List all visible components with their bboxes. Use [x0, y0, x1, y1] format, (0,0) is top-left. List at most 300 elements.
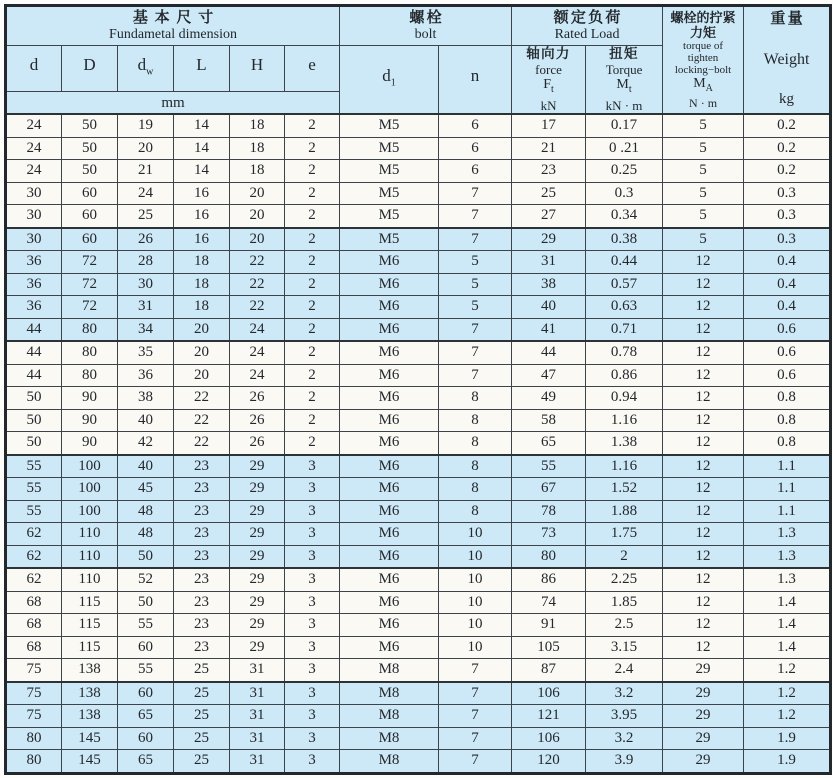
header-fundamental-dimension [6, 6, 340, 46]
cell-D: 110 [62, 568, 118, 591]
table-row [6, 478, 831, 501]
cell-torque-kNm: 0.63 [586, 296, 663, 319]
cell-dw: 60 [118, 636, 174, 659]
cell-weight-kg: 1.1 [744, 500, 831, 523]
cell-weight-kg: 0.6 [744, 341, 831, 364]
cell-H: 26 [230, 387, 285, 410]
cell-d: 30 [6, 228, 62, 251]
cell-force-kN: 86 [512, 568, 586, 591]
cell-H: 29 [230, 545, 285, 568]
cell-d1: M6 [340, 478, 439, 501]
cell-d1: M6 [340, 523, 439, 546]
cell-n: 8 [439, 432, 512, 455]
cell-n: 7 [439, 341, 512, 364]
cell-H: 29 [230, 636, 285, 659]
cell-L: 14 [174, 137, 230, 160]
cell-H: 29 [230, 568, 285, 591]
cell-weight-kg: 0.2 [744, 137, 831, 160]
cell-d: 50 [6, 387, 62, 410]
cell-dw: 19 [118, 114, 174, 137]
cell-force-kN: 65 [512, 432, 586, 455]
cell-d: 36 [6, 251, 62, 274]
header-col-D: D [62, 46, 118, 92]
cell-e: 2 [285, 251, 340, 274]
cell-weight-kg: 1.3 [744, 545, 831, 568]
cell-d: 55 [6, 455, 62, 478]
cell-dw: 48 [118, 500, 174, 523]
cell-locking-torque-Nm: 5 [663, 228, 744, 251]
cell-D: 80 [62, 318, 118, 341]
cell-D: 50 [62, 114, 118, 137]
cell-locking-torque-Nm: 12 [663, 614, 744, 637]
cell-L: 20 [174, 341, 230, 364]
table-row [6, 364, 831, 387]
cell-d: 80 [6, 750, 62, 774]
cell-locking-torque-Nm: 12 [663, 636, 744, 659]
cell-H: 31 [230, 682, 285, 705]
table-row [6, 705, 831, 728]
cell-d1: M6 [340, 387, 439, 410]
fundamental-dimension-zh: 基本尺寸 [132, 9, 220, 26]
cell-d1: M6 [340, 636, 439, 659]
cell-locking-torque-Nm: 12 [663, 478, 744, 501]
cell-e: 2 [285, 160, 340, 183]
cell-weight-kg: 0.6 [744, 318, 831, 341]
cell-e: 2 [285, 182, 340, 205]
header-col-axial-force [512, 46, 586, 115]
cell-n: 6 [439, 114, 512, 137]
table-row [6, 455, 831, 478]
cell-L: 25 [174, 659, 230, 682]
cell-d1: M6 [340, 296, 439, 319]
cell-n: 5 [439, 273, 512, 296]
force-symbol: $F_t$ [543, 77, 554, 95]
header-bolt [340, 6, 512, 46]
cell-H: 20 [230, 205, 285, 228]
cell-torque-kNm: 2.4 [586, 659, 663, 682]
cell-n: 7 [439, 659, 512, 682]
cell-d: 30 [6, 182, 62, 205]
spec-table [4, 4, 832, 775]
cell-H: 20 [230, 228, 285, 251]
cell-locking-torque-Nm: 12 [663, 341, 744, 364]
header-mm-unit: mm [6, 92, 340, 115]
cell-force-kN: 106 [512, 727, 586, 750]
bolt-zh: 螺栓 [409, 9, 444, 26]
cell-d1: M8 [340, 750, 439, 774]
cell-D: 115 [62, 636, 118, 659]
cell-H: 29 [230, 614, 285, 637]
cell-H: 29 [230, 523, 285, 546]
cell-d: 50 [6, 432, 62, 455]
cell-locking-torque-Nm: 5 [663, 160, 744, 183]
cell-H: 24 [230, 364, 285, 387]
cell-d: 36 [6, 296, 62, 319]
cell-e: 2 [285, 228, 340, 251]
cell-e: 3 [285, 523, 340, 546]
cell-L: 25 [174, 727, 230, 750]
cell-H: 29 [230, 591, 285, 614]
cell-d1: M6 [340, 568, 439, 591]
cell-torque-kNm: 1.16 [586, 455, 663, 478]
cell-e: 3 [285, 614, 340, 637]
cell-force-kN: 80 [512, 545, 586, 568]
cell-n: 10 [439, 523, 512, 546]
cell-force-kN: 31 [512, 251, 586, 274]
cell-dw: 20 [118, 137, 174, 160]
cell-e: 3 [285, 478, 340, 501]
cell-torque-kNm: 2 [586, 545, 663, 568]
cell-n: 7 [439, 364, 512, 387]
cell-torque-kNm: 1.88 [586, 500, 663, 523]
cell-weight-kg: 0.4 [744, 251, 831, 274]
cell-dw: 50 [118, 545, 174, 568]
cell-D: 145 [62, 727, 118, 750]
cell-weight-kg: 0.2 [744, 114, 831, 137]
cell-H: 22 [230, 273, 285, 296]
cell-n: 6 [439, 137, 512, 160]
cell-n: 10 [439, 636, 512, 659]
cell-torque-kNm: 1.85 [586, 591, 663, 614]
cell-e: 3 [285, 636, 340, 659]
cell-torque-kNm: 3.9 [586, 750, 663, 774]
cell-locking-torque-Nm: 12 [663, 318, 744, 341]
cell-dw: 28 [118, 251, 174, 274]
cell-weight-kg: 1.4 [744, 591, 831, 614]
cell-d1: M6 [340, 273, 439, 296]
cell-D: 100 [62, 500, 118, 523]
cell-dw: 38 [118, 387, 174, 410]
cell-force-kN: 91 [512, 614, 586, 637]
cell-d1: M6 [340, 500, 439, 523]
cell-torque-kNm: 1.38 [586, 432, 663, 455]
cell-weight-kg: 0.2 [744, 160, 831, 183]
locking-torque-unit: N · m [689, 96, 718, 111]
cell-d: 75 [6, 682, 62, 705]
header-weight [744, 6, 831, 115]
table-row [6, 659, 831, 682]
cell-dw: 60 [118, 727, 174, 750]
cell-locking-torque-Nm: 12 [663, 568, 744, 591]
table-body [6, 114, 831, 773]
cell-d1: M8 [340, 705, 439, 728]
cell-d: 68 [6, 636, 62, 659]
cell-d1: M5 [340, 182, 439, 205]
cell-n: 6 [439, 160, 512, 183]
table-row [6, 182, 831, 205]
header-col-d1: $d_1$ [340, 46, 439, 115]
cell-L: 22 [174, 387, 230, 410]
cell-torque-kNm: 0.44 [586, 251, 663, 274]
cell-force-kN: 78 [512, 500, 586, 523]
cell-weight-kg: 1.9 [744, 727, 831, 750]
cell-e: 3 [285, 500, 340, 523]
cell-L: 16 [174, 205, 230, 228]
cell-torque-kNm: 3.2 [586, 727, 663, 750]
table-row [6, 636, 831, 659]
cell-d: 75 [6, 659, 62, 682]
cell-H: 22 [230, 251, 285, 274]
torque-en: Torque [605, 62, 643, 78]
cell-n: 7 [439, 228, 512, 251]
cell-dw: 34 [118, 318, 174, 341]
cell-torque-kNm: 0.78 [586, 341, 663, 364]
cell-D: 90 [62, 387, 118, 410]
cell-force-kN: 25 [512, 182, 586, 205]
table-row [6, 137, 831, 160]
cell-L: 18 [174, 273, 230, 296]
cell-dw: 26 [118, 228, 174, 251]
cell-torque-kNm: 0 .21 [586, 137, 663, 160]
cell-dw: 31 [118, 296, 174, 319]
cell-L: 23 [174, 523, 230, 546]
table-row [6, 523, 831, 546]
cell-n: 7 [439, 205, 512, 228]
cell-weight-kg: 1.2 [744, 659, 831, 682]
header-group-row [6, 6, 831, 46]
cell-locking-torque-Nm: 29 [663, 682, 744, 705]
weight-unit: kg [779, 91, 795, 107]
cell-torque-kNm: 0.71 [586, 318, 663, 341]
cell-L: 14 [174, 160, 230, 183]
cell-e: 3 [285, 750, 340, 774]
cell-n: 8 [439, 387, 512, 410]
cell-locking-torque-Nm: 5 [663, 182, 744, 205]
cell-H: 26 [230, 409, 285, 432]
cell-torque-kNm: 0.86 [586, 364, 663, 387]
cell-L: 22 [174, 432, 230, 455]
cell-n: 8 [439, 478, 512, 501]
cell-d1: M6 [340, 364, 439, 387]
cell-weight-kg: 0.8 [744, 432, 831, 455]
cell-force-kN: 27 [512, 205, 586, 228]
cell-L: 22 [174, 409, 230, 432]
cell-locking-torque-Nm: 29 [663, 659, 744, 682]
cell-d1: M6 [340, 318, 439, 341]
cell-force-kN: 40 [512, 296, 586, 319]
header-col-H: H [230, 46, 285, 92]
table-row [6, 341, 831, 364]
rated-load-zh: 额定负荷 [553, 9, 623, 26]
header-col-d: d [6, 46, 62, 92]
cell-locking-torque-Nm: 12 [663, 251, 744, 274]
torque-zh: 扭矩 [609, 46, 639, 62]
cell-H: 22 [230, 296, 285, 319]
table-row [6, 432, 831, 455]
cell-n: 7 [439, 727, 512, 750]
cell-dw: 48 [118, 523, 174, 546]
cell-n: 8 [439, 409, 512, 432]
cell-L: 25 [174, 705, 230, 728]
cell-e: 3 [285, 727, 340, 750]
force-en: force [535, 62, 562, 78]
locking-torque-en-line3: locking−bolt [674, 63, 732, 76]
cell-D: 72 [62, 296, 118, 319]
cell-e: 2 [285, 137, 340, 160]
cell-force-kN: 87 [512, 659, 586, 682]
cell-d1: M8 [340, 727, 439, 750]
cell-D: 110 [62, 523, 118, 546]
header-col-L: L [174, 46, 230, 92]
locking-torque-zh-line2: 力矩 [690, 24, 717, 40]
cell-d1: M6 [340, 614, 439, 637]
header-col-n: n [439, 46, 512, 115]
cell-d: 44 [6, 318, 62, 341]
cell-L: 23 [174, 500, 230, 523]
cell-H: 18 [230, 160, 285, 183]
cell-torque-kNm: 0.25 [586, 160, 663, 183]
cell-L: 23 [174, 636, 230, 659]
cell-torque-kNm: 0.17 [586, 114, 663, 137]
cell-H: 18 [230, 137, 285, 160]
cell-e: 3 [285, 455, 340, 478]
cell-d: 55 [6, 478, 62, 501]
cell-d1: M6 [340, 455, 439, 478]
cell-torque-kNm: 1.16 [586, 409, 663, 432]
cell-torque-kNm: 1.52 [586, 478, 663, 501]
cell-e: 3 [285, 682, 340, 705]
cell-d: 75 [6, 705, 62, 728]
cell-D: 110 [62, 545, 118, 568]
cell-weight-kg: 1.1 [744, 455, 831, 478]
cell-force-kN: 120 [512, 750, 586, 774]
cell-d1: M5 [340, 160, 439, 183]
cell-d1: M6 [340, 409, 439, 432]
table-row [6, 251, 831, 274]
cell-n: 5 [439, 251, 512, 274]
cell-dw: 35 [118, 341, 174, 364]
cell-e: 3 [285, 545, 340, 568]
cell-weight-kg: 1.2 [744, 682, 831, 705]
weight-en: Weight [763, 50, 810, 68]
cell-e: 2 [285, 114, 340, 137]
cell-dw: 45 [118, 478, 174, 501]
cell-weight-kg: 1.3 [744, 523, 831, 546]
cell-L: 23 [174, 614, 230, 637]
cell-dw: 65 [118, 705, 174, 728]
table-row [6, 409, 831, 432]
cell-torque-kNm: 0.34 [586, 205, 663, 228]
table-row [6, 318, 831, 341]
cell-e: 3 [285, 659, 340, 682]
cell-D: 100 [62, 455, 118, 478]
cell-e: 2 [285, 318, 340, 341]
cell-D: 72 [62, 251, 118, 274]
cell-D: 60 [62, 205, 118, 228]
table-row [6, 205, 831, 228]
cell-locking-torque-Nm: 12 [663, 387, 744, 410]
cell-force-kN: 38 [512, 273, 586, 296]
cell-n: 10 [439, 614, 512, 637]
cell-d: 24 [6, 160, 62, 183]
cell-dw: 65 [118, 750, 174, 774]
cell-L: 23 [174, 478, 230, 501]
cell-locking-torque-Nm: 12 [663, 364, 744, 387]
cell-d: 50 [6, 409, 62, 432]
cell-L: 20 [174, 364, 230, 387]
cell-torque-kNm: 3.2 [586, 682, 663, 705]
cell-H: 29 [230, 455, 285, 478]
header-col-dw: $d_w$ [118, 46, 174, 92]
cell-H: 29 [230, 500, 285, 523]
force-zh: 轴向力 [526, 46, 571, 62]
table-row [6, 114, 831, 137]
cell-d1: M5 [340, 114, 439, 137]
cell-weight-kg: 1.1 [744, 478, 831, 501]
cell-dw: 50 [118, 591, 174, 614]
cell-L: 23 [174, 591, 230, 614]
cell-e: 2 [285, 364, 340, 387]
cell-force-kN: 44 [512, 341, 586, 364]
cell-weight-kg: 1.2 [744, 705, 831, 728]
table-row [6, 228, 831, 251]
cell-weight-kg: 1.4 [744, 636, 831, 659]
cell-d: 30 [6, 205, 62, 228]
cell-D: 60 [62, 182, 118, 205]
cell-torque-kNm: 0.57 [586, 273, 663, 296]
cell-L: 23 [174, 568, 230, 591]
cell-torque-kNm: 3.15 [586, 636, 663, 659]
cell-e: 3 [285, 705, 340, 728]
cell-d: 62 [6, 545, 62, 568]
cell-force-kN: 105 [512, 636, 586, 659]
cell-dw: 36 [118, 364, 174, 387]
cell-d1: M5 [340, 137, 439, 160]
cell-d: 68 [6, 614, 62, 637]
torque-unit: kN · m [605, 97, 643, 113]
cell-L: 18 [174, 251, 230, 274]
table-row [6, 568, 831, 591]
table-row [6, 387, 831, 410]
cell-D: 80 [62, 341, 118, 364]
header-col-e: e [285, 46, 340, 92]
cell-dw: 55 [118, 659, 174, 682]
table-row [6, 160, 831, 183]
cell-d1: M6 [340, 432, 439, 455]
cell-D: 90 [62, 432, 118, 455]
cell-e: 2 [285, 296, 340, 319]
cell-L: 20 [174, 318, 230, 341]
cell-force-kN: 17 [512, 114, 586, 137]
cell-dw: 24 [118, 182, 174, 205]
cell-force-kN: 106 [512, 682, 586, 705]
cell-locking-torque-Nm: 12 [663, 500, 744, 523]
cell-force-kN: 41 [512, 318, 586, 341]
cell-locking-torque-Nm: 12 [663, 523, 744, 546]
cell-e: 2 [285, 341, 340, 364]
cell-dw: 55 [118, 614, 174, 637]
cell-H: 24 [230, 318, 285, 341]
header-rated-load [512, 6, 663, 46]
cell-locking-torque-Nm: 5 [663, 114, 744, 137]
cell-force-kN: 49 [512, 387, 586, 410]
cell-torque-kNm: 1.75 [586, 523, 663, 546]
bolt-en: bolt [414, 26, 437, 42]
cell-H: 26 [230, 432, 285, 455]
cell-d1: M6 [340, 251, 439, 274]
cell-dw: 30 [118, 273, 174, 296]
cell-n: 10 [439, 591, 512, 614]
locking-torque-en-line2: tighten [687, 51, 719, 64]
cell-D: 90 [62, 409, 118, 432]
cell-d1: M6 [340, 591, 439, 614]
cell-dw: 60 [118, 682, 174, 705]
table-row [6, 727, 831, 750]
cell-force-kN: 23 [512, 160, 586, 183]
cell-force-kN: 29 [512, 228, 586, 251]
locking-torque-symbol: $M_A$ [693, 75, 713, 94]
cell-torque-kNm: 0.38 [586, 228, 663, 251]
